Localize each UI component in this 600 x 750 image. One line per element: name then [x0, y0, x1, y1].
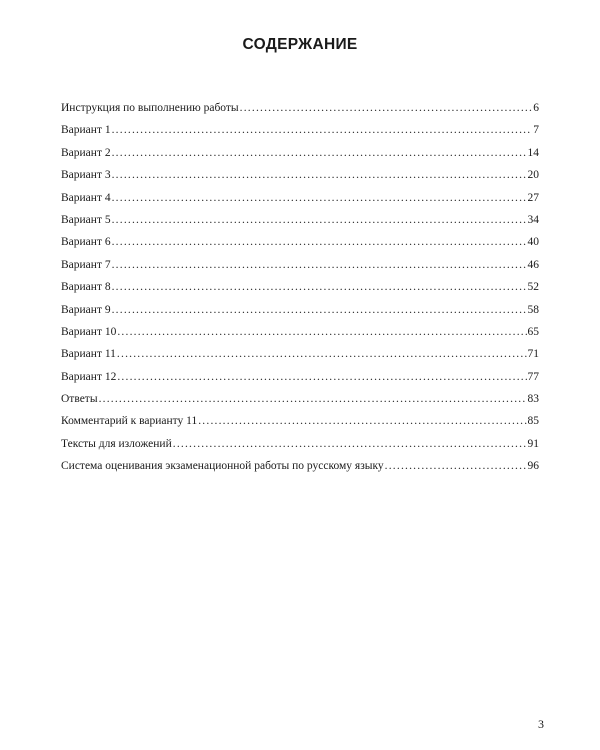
toc-entry: [61, 231, 539, 253]
toc-entry-page: 65: [527, 325, 539, 338]
toc-dot-leader: [117, 321, 526, 343]
toc-entry: [61, 366, 539, 388]
toc-entry-page: 71: [527, 348, 539, 361]
toc-entry-label: Тексты для изложений: [61, 437, 172, 450]
toc-entry-page: 58: [527, 303, 539, 316]
toc-dot-leader: [112, 164, 527, 186]
toc-entry-label: Инструкция по выполнению работы: [61, 102, 239, 114]
page-number: 3: [538, 717, 544, 731]
toc-entry-page: 91: [527, 437, 539, 450]
toc-entry-page: 34: [527, 213, 539, 226]
toc-entry-label: Вариант 7: [61, 258, 111, 271]
toc-dot-leader: [112, 231, 527, 253]
toc-entry-label: Ответы: [61, 393, 98, 406]
toc-entry: [61, 209, 539, 231]
toc-entry-label: Вариант 8: [61, 281, 111, 294]
toc-entry-page: 46: [527, 258, 539, 271]
toc-entry-label: Вариант 6: [61, 236, 111, 249]
toc-entry-label: Комментарий к варианту 11: [61, 415, 198, 428]
toc-dot-leader: [198, 410, 526, 432]
toc-entry: [61, 433, 539, 455]
toc-dot-leader: [112, 187, 527, 209]
toc-dot-leader: [112, 119, 533, 141]
toc-entry-label: Вариант 2: [61, 146, 111, 159]
toc-entry-page: 20: [527, 169, 539, 182]
toc-entry-label: Система оценивания экзаменационной работы по русскому языку: [61, 460, 384, 473]
toc-entry-page: 77: [527, 370, 539, 383]
toc-entry-label: Вариант 4: [61, 191, 111, 204]
toc-dot-leader: [112, 299, 527, 321]
toc-entry: [61, 410, 539, 432]
toc-entry: [61, 142, 539, 164]
toc-entry-label: Вариант 11: [61, 348, 116, 361]
toc-entry-page: 96: [527, 460, 539, 473]
toc-entry: [61, 254, 539, 276]
toc-dot-leader: [117, 366, 526, 388]
toc-dot-leader: [112, 276, 527, 298]
toc-entry: [61, 343, 539, 365]
toc-entry-page: 7: [533, 124, 539, 137]
toc-entry: [61, 164, 539, 186]
toc-entry: [61, 119, 539, 141]
toc-entry-page: 6: [533, 102, 539, 114]
toc-entry-label: Вариант 3: [61, 169, 111, 182]
toc-entry-page: 40: [527, 236, 539, 249]
toc-dot-leader: [112, 142, 527, 164]
toc-entry-page: 52: [527, 281, 539, 294]
table-of-contents: [61, 97, 539, 478]
toc-entry: [61, 276, 539, 298]
toc-entry: [61, 321, 539, 343]
toc-entry-page: 14: [527, 146, 539, 159]
toc-dot-leader: [385, 455, 527, 477]
toc-entry: [61, 299, 539, 321]
toc-entry: [61, 388, 539, 410]
toc-entry-label: Вариант 5: [61, 213, 111, 226]
toc-entry-label: Вариант 9: [61, 303, 111, 316]
toc-entry-label: Вариант 10: [61, 325, 117, 338]
toc-entry-label: Вариант 1: [61, 124, 111, 137]
toc-dot-leader: [112, 209, 527, 231]
toc-dot-leader: [117, 343, 527, 365]
toc-dot-leader: [240, 97, 533, 119]
toc-dot-leader: [99, 388, 527, 410]
toc-entry: [61, 455, 539, 477]
toc-entry-page: 85: [527, 415, 539, 428]
toc-entry: [61, 97, 539, 119]
toc-entry-label: Вариант 12: [61, 370, 117, 383]
toc-dot-leader: [112, 254, 527, 276]
toc-entry: [61, 187, 539, 209]
toc-entry-page: 83: [527, 393, 539, 406]
page-title: СОДЕРЖАНИЕ: [242, 36, 358, 53]
toc-entry-page: 27: [527, 191, 539, 204]
toc-dot-leader: [173, 433, 527, 455]
